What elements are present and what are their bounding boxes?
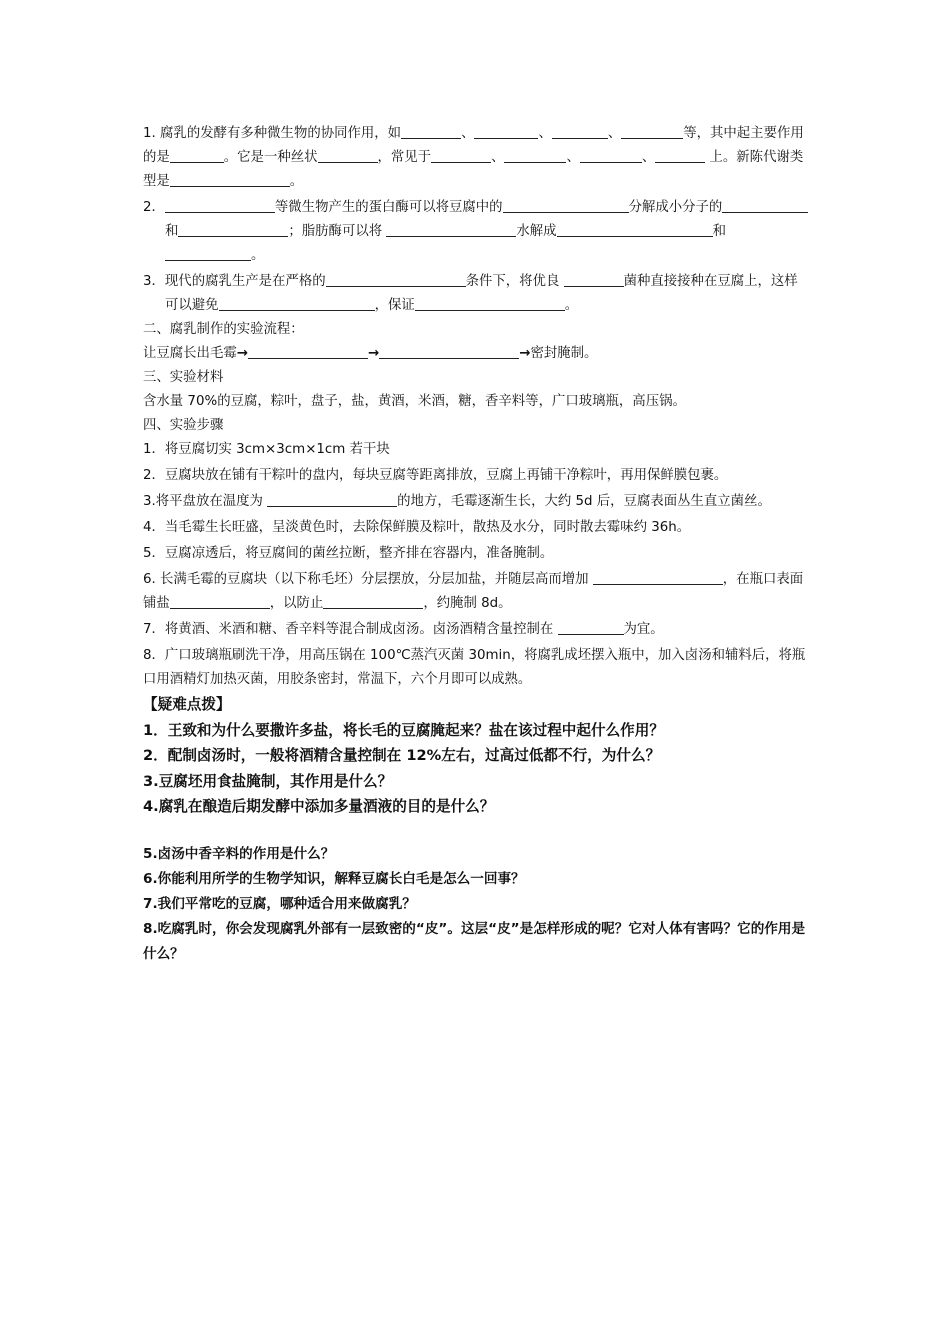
spacer: [143, 820, 810, 842]
heading-process: 二、腐乳制作的实验流程：: [143, 322, 304, 337]
text: ；脂肪酶可以将: [288, 224, 387, 239]
discussion-question: 8.吃腐乳时，你会发现腐乳外部有一层致密的“皮”。这层“皮”是怎样形成的呢？它对人体有害吗？它的作用是什么？: [143, 920, 806, 962]
text: 让豆腐长出毛霉: [143, 346, 237, 361]
text: ，常见于: [377, 150, 432, 165]
answer-blank[interactable]: [326, 271, 466, 287]
question-3: [143, 270, 810, 318]
step-1: 1．将豆腐切实 3cm×3cm×1cm 若干块: [143, 442, 390, 457]
text: ，在瓶口表面铺盐: [143, 572, 804, 611]
text: 的地方，毛霉逐渐生长，大约 5d 后，豆腐表面丛生直立菌丝。: [397, 494, 771, 509]
text: 、: [491, 150, 505, 165]
text: 、: [538, 126, 552, 141]
text: 。: [564, 298, 579, 313]
step-6: [143, 568, 810, 616]
text: 为宜。: [623, 622, 664, 637]
answer-blank[interactable]: [170, 147, 224, 163]
heading-materials: 三、实验材料: [143, 370, 224, 385]
text: 密封腌制。: [530, 346, 598, 361]
answer-blank[interactable]: [248, 343, 368, 359]
answer-blank[interactable]: [503, 197, 629, 213]
materials-list: 含水量 70%的豆腐，粽叶，盘子，盐，黄酒，米酒，糖，香辛料等，广口玻璃瓶，高压锅。: [143, 394, 686, 409]
text: ，约腌制 8d。: [423, 596, 512, 611]
text: ，以防止: [269, 596, 324, 611]
answer-blank[interactable]: [722, 197, 808, 213]
step-7: [143, 618, 810, 642]
text: 6. 长满毛霉的豆腐块（以下称毛坯）分层摆放，分层加盐，并随层高而增加: [143, 572, 593, 587]
answer-blank[interactable]: [165, 245, 251, 261]
discussion-question: 2．配制卤汤时，一般将酒精含量控制在 12%左右，过高过低都不行，为什么？: [143, 747, 661, 764]
worksheet: [143, 122, 810, 967]
text: 上。新陈代谢类型是: [143, 150, 804, 189]
answer-blank[interactable]: [318, 147, 378, 163]
discussion-question: 1．王致和为什么要撒许多盐，将长毛的豆腐腌起来？盐在该过程中起什么作用？: [143, 721, 664, 739]
answer-blank[interactable]: [165, 197, 275, 213]
text: 水解成: [516, 224, 557, 239]
answer-blank[interactable]: [557, 221, 713, 237]
answer-blank[interactable]: [415, 295, 565, 311]
step-2: 2．豆腐块放在铺有干粽叶的盘内，每块豆腐等距离排放，豆腐上再铺干净粽叶，再用保鲜膜包裹。: [143, 468, 728, 483]
answer-blank[interactable]: [474, 123, 538, 139]
answer-blank[interactable]: [431, 147, 491, 163]
answer-blank[interactable]: [178, 221, 288, 237]
text: 、: [607, 126, 622, 141]
discussion-question: 4.腐乳在酿造后期发酵中添加多量酒液的目的是什么？: [143, 798, 495, 815]
answer-blank[interactable]: [170, 593, 270, 609]
text: 7．将黄酒、米酒和糖、香辛料等混合制成卤汤。卤汤酒精含量控制在: [143, 622, 558, 637]
step-8: 8．广口玻璃瓶刷洗干净，用高压锅在 100℃蒸汽灭菌 30min，将腐乳成坯摆入瓶中，加入卤汤和辅料后，将瓶口用酒精灯加热灭菌，用胶条密封，常温下，六个月即可以成熟。: [143, 648, 806, 687]
discussion-question: 5.卤汤中香辛料的作用是什么？: [143, 845, 335, 862]
text: 。它是一种丝状: [223, 150, 318, 165]
text: 分解成小分子的: [628, 200, 723, 215]
answer-blank[interactable]: [267, 491, 397, 507]
text: 。: [251, 248, 265, 263]
answer-blank[interactable]: [386, 221, 516, 237]
section-heading: 【疑难点拨】: [143, 696, 231, 713]
answer-blank[interactable]: [564, 271, 624, 287]
text: 菌种直接接种在豆腐上，这样可以避免: [165, 274, 798, 313]
answer-blank[interactable]: [580, 147, 642, 163]
arrow-icon: →: [519, 346, 531, 361]
answer-blank[interactable]: [655, 147, 705, 163]
text: 等微生物产生的蛋白酶可以将豆腐中的: [274, 200, 503, 215]
arrow-icon: →: [367, 346, 380, 361]
text: 3.将平盘放在温度为: [143, 494, 268, 509]
text: 3．现代的腐乳生产是在严格的: [143, 274, 326, 289]
text: 、: [461, 126, 475, 141]
step-3: [143, 490, 810, 514]
question-1: [143, 122, 810, 194]
heading-steps: 四、实验步骤: [143, 418, 224, 433]
answer-blank[interactable]: [558, 619, 624, 635]
answer-blank[interactable]: [504, 147, 566, 163]
text: 、: [641, 150, 656, 165]
text: ，保证: [374, 298, 415, 313]
discussion-question: 7.我们平常吃的豆腐，哪种适合用来做腐乳？: [143, 895, 416, 912]
discussion-question: 6.你能利用所学的生物学知识，解释豆腐长白毛是怎么一回事？: [143, 870, 525, 887]
answer-blank[interactable]: [401, 123, 461, 139]
answer-blank[interactable]: [621, 123, 683, 139]
answer-blank[interactable]: [219, 295, 375, 311]
answer-blank[interactable]: [323, 593, 423, 609]
arrow-icon: →: [236, 346, 248, 361]
step-4: 4．当毛霉生长旺盛，呈淡黄色时，去除保鲜膜及粽叶，散热及水分，同时散去霉味约 36h。: [143, 520, 691, 535]
text: 等，其中起主要作用的是: [143, 126, 804, 165]
step-5: 5．豆腐凉透后，将豆腐间的菌丝拉断，整齐排在容器内，准备腌制。: [143, 546, 554, 561]
answer-blank[interactable]: [170, 171, 290, 187]
text: 和: [712, 224, 726, 239]
process-flow: [143, 342, 810, 366]
question-2: [143, 196, 810, 268]
text: 条件下，将优良: [465, 274, 564, 289]
answer-blank[interactable]: [552, 123, 608, 139]
text: 2．: [143, 200, 165, 215]
text: 和: [165, 224, 179, 239]
text: 、: [566, 150, 580, 165]
text: 1. 腐乳的发酵有多种微生物的协同作用，如: [143, 126, 402, 141]
discussion-question: 3.豆腐坯用食盐腌制，其作用是什么？: [143, 772, 393, 790]
text: 。: [289, 174, 304, 189]
answer-blank[interactable]: [379, 343, 519, 359]
answer-blank[interactable]: [593, 569, 723, 585]
